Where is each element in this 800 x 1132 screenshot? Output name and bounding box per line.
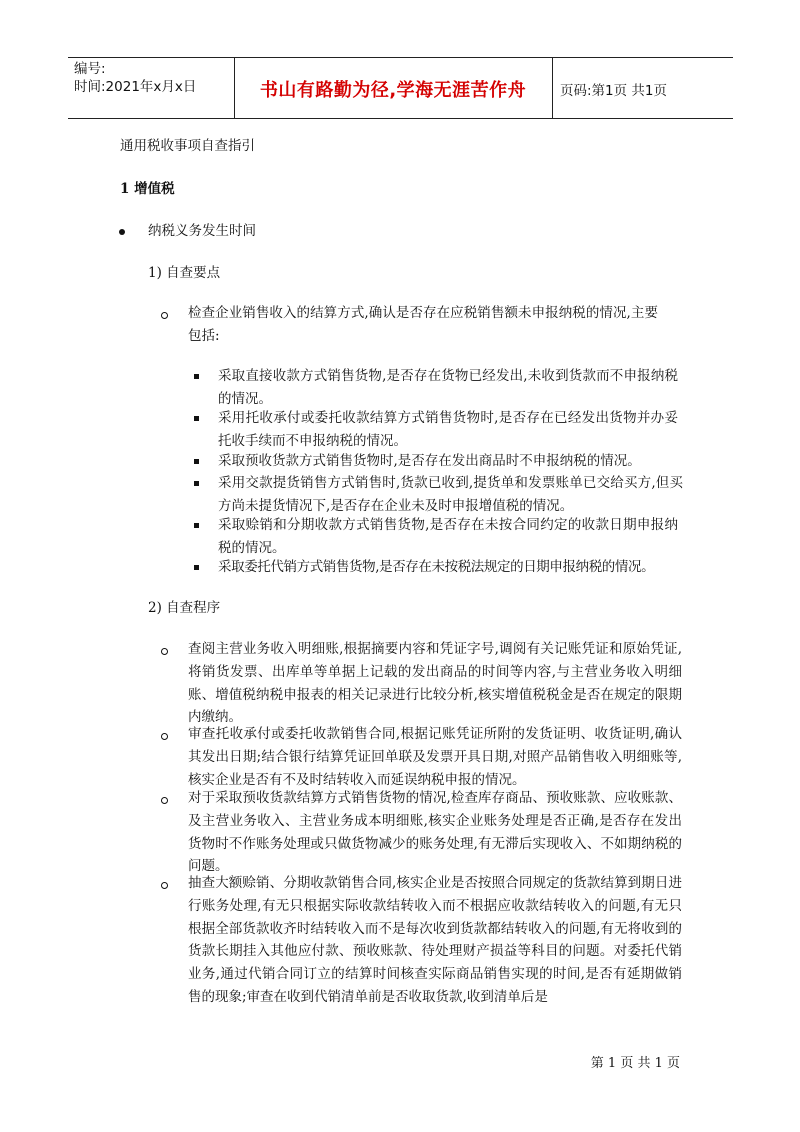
list-item: 对于采取预收货款结算方式销售货物的情况,检查库存商品、预收账款、应收账款、及主营业务收入、主营业务成本明细账,核实企业账务处理是否正确,是否存在发出货物时不作账务处理或只做货物减少的账务处理,有无滞后实现收入、不如期纳税的问题。	[188, 790, 682, 875]
subsection-heading: 2) 自查程序	[148, 600, 221, 616]
list-item: 采取预收货款方式销售货物时,是否存在发出商品时不申报纳税的情况。	[218, 453, 641, 469]
header-meta	[74, 60, 196, 96]
list-item: 抽查大额赊销、分期收款销售合同,核实企业是否按照合同规定的货款结算到期日进行账务处理,有无只根据实际收款结转收入而不根据应收款结转收入的问题,有无只根据全部货款收齐时结转收入而不是每次收到货款都结转收入的问题,有无将收到的货款长期挂入其他应付款、预收账款、待处理财产损益等科目的问题。对委托代销业务,通过代销合同订立的结算时间核查实际商品销售实现的时间,是否有延期做销售的现象;审查在收到代销清单前是否收取货款,收到清单后是	[188, 875, 682, 1005]
square-bullet-icon	[194, 374, 199, 379]
list-item: 采取委托代销方式销售货物,是否存在未按税法规定的日期申报纳税的情况。	[218, 559, 655, 575]
header-motto: 书山有路勤为径,学海无涯苦作舟	[259, 80, 527, 101]
subsection-heading: 1) 自查要点	[148, 265, 221, 281]
circle-bullet-icon	[161, 648, 168, 655]
circle-bullet-icon	[161, 733, 168, 740]
list-item: 查阅主营业务收入明细账,根据摘要内容和凭证字号,调阅有关记账凭证和原始凭证,将销货发票、出库单等单据上记载的发出商品的时间等内容,与主营业务收入明细账、增值税纳税申报表的相关记录进行比较分析,核实增值税税金是否在规定的限期内缴纳。	[188, 641, 682, 726]
circle-bullet-icon	[161, 797, 168, 804]
page-footer: 第 1 页 共 1 页	[590, 1056, 680, 1071]
header-divider	[552, 58, 553, 118]
list-item: 审查托收承付或委托收款销售合同,根据记账凭证所附的发货证明、收货证明,确认其发出日期;结合银行结算凭证回单联及发票开具日期,对照产品销售收入明细账等,核实企业是否有不及时结转收入而延误纳税申报的情况。	[188, 726, 682, 788]
square-bullet-icon	[194, 459, 199, 464]
list-item: 采取直接收款方式销售货物,是否存在货物已经发出,未收到货款而不申报纳税的情况。	[218, 368, 678, 407]
header-page-label: 页码:第1页 共1页	[560, 83, 668, 99]
bullet-icon	[119, 229, 125, 235]
list-item: 检查企业销售收入的结算方式,确认是否存在应税销售额未申报纳税的情况,主要包括:	[188, 305, 658, 344]
doc-title: 通用税收事项自查指引	[120, 138, 255, 154]
bullet-heading: 纳税义务发生时间	[148, 223, 256, 239]
list-item: 采用交款提货销售方式销售时,货款已收到,提货单和发票账单已交给买方,但买方尚未提货情况下,是否存在企业未及时申报增值税的情况。	[218, 475, 683, 514]
square-bullet-icon	[194, 565, 199, 570]
list-item: 采用托收承付或委托收款结算方式销售货物时,是否存在已经发出货物并办妥托收手续而不申报纳税的情况。	[218, 410, 678, 449]
number-label: 编号:	[74, 61, 106, 77]
list-item: 采取赊销和分期收款方式销售货物,是否存在未按合同约定的收款日期申报纳税的情况。	[218, 517, 678, 556]
section-heading: 1 增值税	[120, 181, 175, 197]
circle-bullet-icon	[161, 882, 168, 889]
circle-bullet-icon	[161, 312, 168, 319]
square-bullet-icon	[194, 481, 199, 486]
square-bullet-icon	[194, 523, 199, 528]
time-label: 时间:2021年x月x日	[74, 79, 197, 95]
square-bullet-icon	[194, 416, 199, 421]
document-header	[68, 57, 733, 119]
